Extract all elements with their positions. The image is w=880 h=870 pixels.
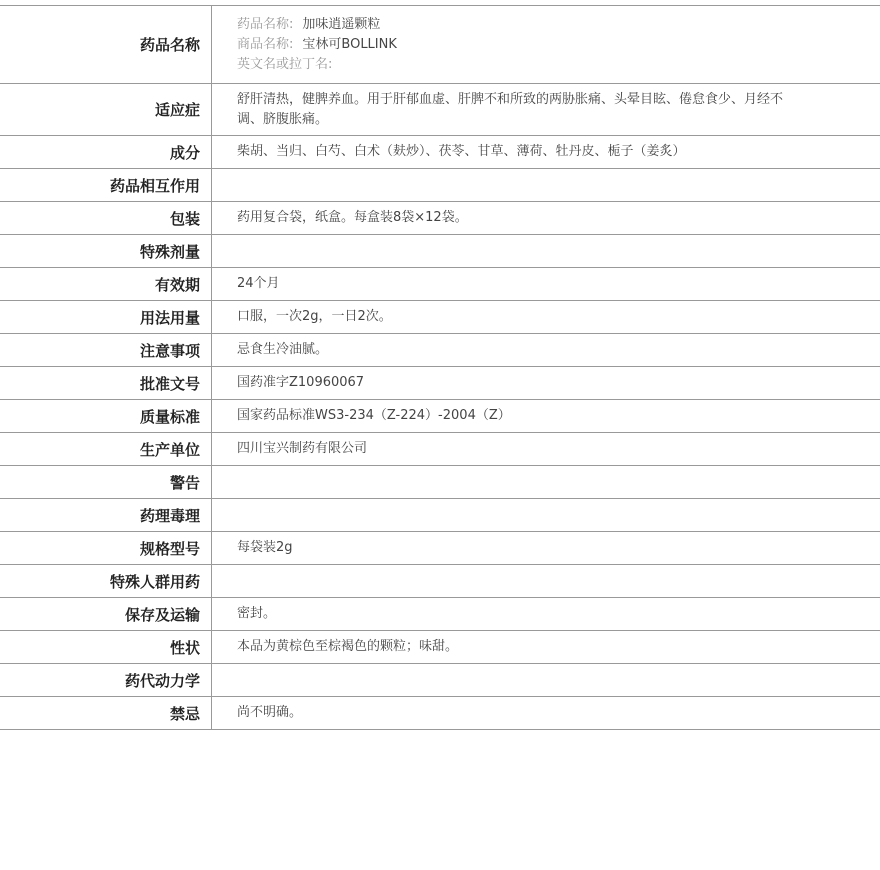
row-value: 国药准字Z10960067 — [212, 367, 880, 400]
row-label: 特殊剂量 — [0, 235, 212, 268]
warning-row — [0, 466, 880, 499]
row-label: 药品名称 — [0, 6, 212, 84]
row-value — [212, 169, 880, 202]
pharmacology-row — [0, 499, 880, 532]
row-value: 本品为黄棕色至棕褐色的颗粒；味甜。 — [212, 631, 880, 664]
row-value — [212, 235, 880, 268]
description-row — [0, 631, 880, 664]
row-label: 药代动力学 — [0, 664, 212, 697]
row-value: 四川宝兴制药有限公司 — [212, 433, 880, 466]
pharmacokinetics-row — [0, 664, 880, 697]
row-value — [212, 466, 880, 499]
storage-row — [0, 598, 880, 631]
row-value: 24个月 — [212, 268, 880, 301]
row-value: 柴胡、当归、白芍、白术（麸炒）、茯苓、甘草、薄荷、牡丹皮、栀子（姜炙） — [212, 136, 880, 169]
precautions-row — [0, 334, 880, 367]
trade-name-key: 商品名称: — [237, 36, 294, 52]
row-value: 舒肝清热，健脾养血。用于肝郁血虚、肝脾不和所致的两胁胀痛、头晕目眩、倦怠食少、月经不调、脐腹胀痛。 — [212, 84, 880, 136]
row-label: 禁忌 — [0, 697, 212, 730]
drug-name-row — [0, 6, 880, 84]
approval-number-row — [0, 367, 880, 400]
row-value: 忌食生冷油腻。 — [212, 334, 880, 367]
row-value — [212, 664, 880, 697]
english-name-key: 英文名或拉丁名: — [237, 56, 333, 72]
special-dosage-row — [0, 235, 880, 268]
row-label: 生产单位 — [0, 433, 212, 466]
contraindications-row — [0, 697, 880, 730]
row-label: 性状 — [0, 631, 212, 664]
row-label: 批准文号 — [0, 367, 212, 400]
row-label: 包装 — [0, 202, 212, 235]
row-value: 口服，一次2g，一日2次。 — [212, 301, 880, 334]
manufacturer-row — [0, 433, 880, 466]
row-value: 尚不明确。 — [212, 697, 880, 730]
row-label: 注意事项 — [0, 334, 212, 367]
row-label: 特殊人群用药 — [0, 565, 212, 598]
drug-name-value: 加味逍遥颗粒 — [302, 16, 381, 32]
row-label: 适应症 — [0, 84, 212, 136]
row-label: 有效期 — [0, 268, 212, 301]
quality-standard-row — [0, 400, 880, 433]
row-value: 密封。 — [212, 598, 880, 631]
row-value: 药用复合袋，纸盒。每盒装8袋×12袋。 — [212, 202, 880, 235]
row-label: 保存及运输 — [0, 598, 212, 631]
ingredients-row — [0, 136, 880, 169]
drug-name-cell — [212, 6, 880, 84]
special-population-row — [0, 565, 880, 598]
dosage-row — [0, 301, 880, 334]
row-label: 成分 — [0, 136, 212, 169]
packaging-row — [0, 202, 880, 235]
interactions-row — [0, 169, 880, 202]
drug-name-line — [237, 15, 790, 35]
row-value: 每袋装2g — [212, 532, 880, 565]
english-name-line — [237, 55, 790, 75]
trade-name-value: 宝林可BOLLINK — [302, 36, 397, 52]
shelf-life-row — [0, 268, 880, 301]
trade-name-line — [237, 35, 790, 55]
row-label: 质量标准 — [0, 400, 212, 433]
row-value: 国家药品标准WS3-234（Z-224）-2004（Z） — [212, 400, 880, 433]
specification-row — [0, 532, 880, 565]
row-label: 药理毒理 — [0, 499, 212, 532]
row-label: 警告 — [0, 466, 212, 499]
row-label: 规格型号 — [0, 532, 212, 565]
indications-row — [0, 84, 880, 136]
drug-name-key: 药品名称: — [237, 16, 294, 32]
drug-info-table — [0, 5, 880, 730]
row-value — [212, 565, 880, 598]
row-label: 用法用量 — [0, 301, 212, 334]
row-value — [212, 499, 880, 532]
row-label: 药品相互作用 — [0, 169, 212, 202]
